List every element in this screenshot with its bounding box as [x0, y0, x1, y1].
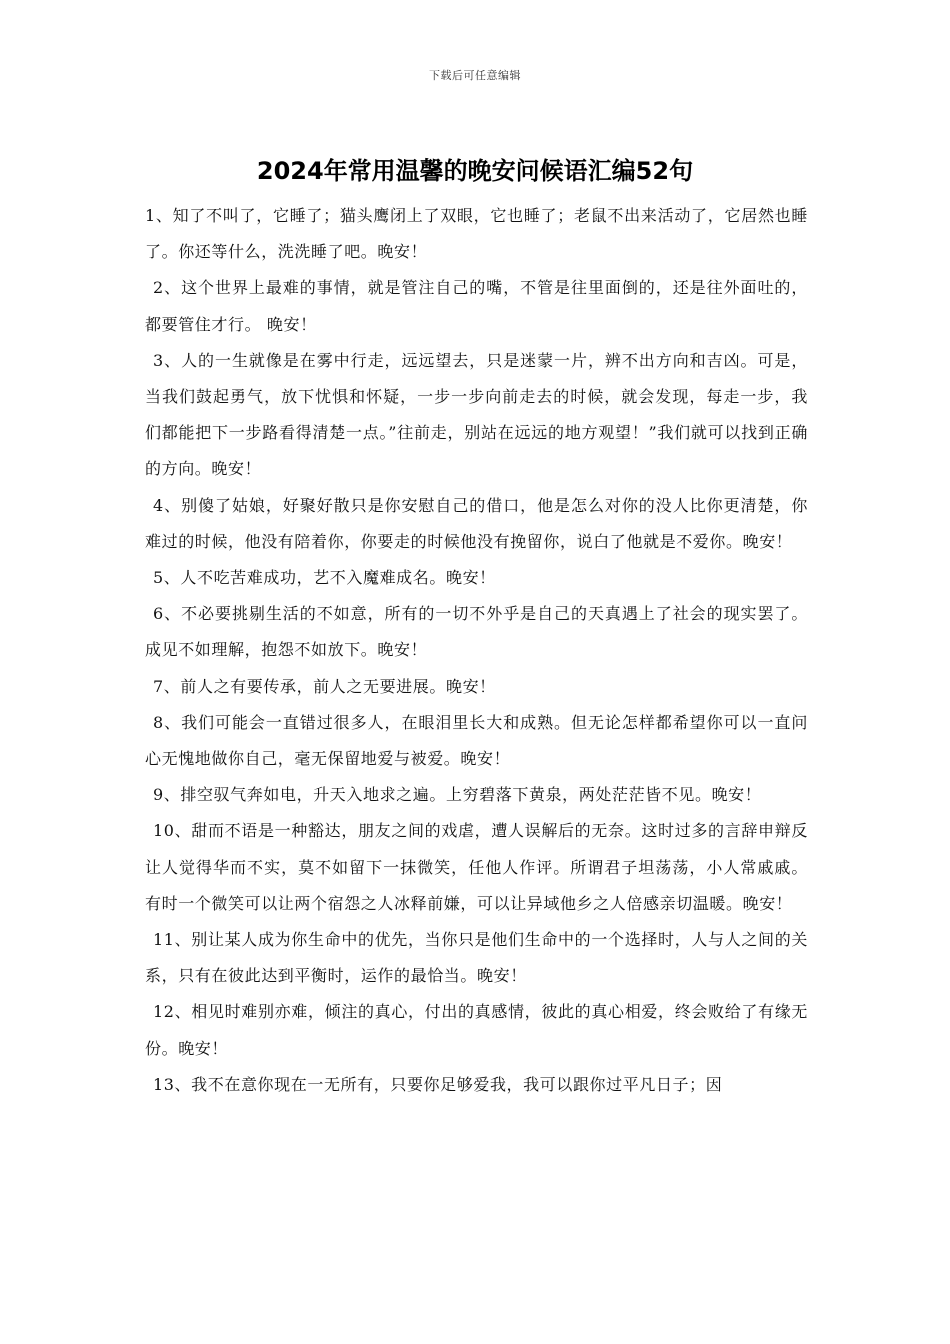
- header-note: 下载后可任意编辑: [429, 69, 521, 82]
- paragraph-2: 2、这个世界上最难的事情，就是管注自己的嘴，不管是往里面倒的，还是往外面吐的，都要管住才行。 晚安！: [145, 278, 808, 334]
- paragraph-3: 3、人的一生就像是在雾中行走，远远望去，只是迷蒙一片，辨不出方向和吉凶。可是，当我们鼓起勇气，放下忧惧和怀疑，一步一步向前走去的时候，就会发现，每走一步，我们都能把下一步路看得清楚一点。”往前走，别站在远远的地方观望！”我们就可以找到正确的方向。晚安！: [145, 350, 808, 479]
- paragraph-10: 10、甜而不语是一种豁达，朋友之间的戏虐，遭人误解后的无奈。这时过多的言辞申辩反让人觉得华而不实，莫不如留下一抹微笑，任他人作评。所谓君子坦荡荡，小人常戚戚。有时一个微笑可以让两个宿怨之人冰释前嫌，可以让异域他乡之人倍感亲切温暖。晚安！: [145, 821, 808, 913]
- paragraph-8: 8、我们可能会一直错过很多人，在眼泪里长大和成熟。但无论怎样都希望你可以一直问心无愧地做你自己，毫无保留地爱与被爱。晚安！: [145, 712, 808, 769]
- paragraph-13: 13、我不在意你现在一无所有，只要你足够爱我，我可以跟你过平凡日子；因: [153, 1074, 723, 1094]
- document-body: [145, 198, 808, 1103]
- paragraph-1: 1、知了不叫了，它睡了；猫头鹰闭上了双眼，它也睡了；老鼠不出来活动了，它居然也睡了。你还等什么，洗洗睡了吧。晚安！: [145, 206, 808, 262]
- paragraph-5: 5、人不吃苦难成功，艺不入魔难成名。晚安！: [153, 568, 496, 588]
- paragraph-4: 4、别傻了姑娘，好聚好散只是你安慰自己的借口，他是怎么对你的没人比你更清楚，你难过的时候，他没有陪着你，你要走的时候他没有挽留你，说白了他就是不爱你。晚安！: [145, 495, 808, 551]
- document-title: 2024年常用温馨的晚安问候语汇编52句: [256, 157, 694, 185]
- paragraph-6: 6、不必要挑剔生活的不如意，所有的一切不外乎是自己的天真遇上了社会的现实罢了。成见不如理解，抱怨不如放下。晚安！: [145, 604, 808, 660]
- paragraph-12: 12、相见时难别亦难，倾注的真心，付出的真感情，彼此的真心相爱，终会败给了有缘无份。晚安！: [145, 1002, 808, 1058]
- paragraph-9: 9、排空驭气奔如电，升天入地求之遍。上穷碧落下黄泉，两处茫茫皆不见。晚安！: [153, 785, 762, 805]
- paragraph-11: 11、别让某人成为你生命中的优先，当你只是他们生命中的一个选择时，人与人之间的关系，只有在彼此达到平衡时，运作的最恰当。晚安！: [145, 930, 808, 986]
- paragraph-7: 7、前人之有要传承，前人之无要进展。晚安！: [153, 676, 496, 696]
